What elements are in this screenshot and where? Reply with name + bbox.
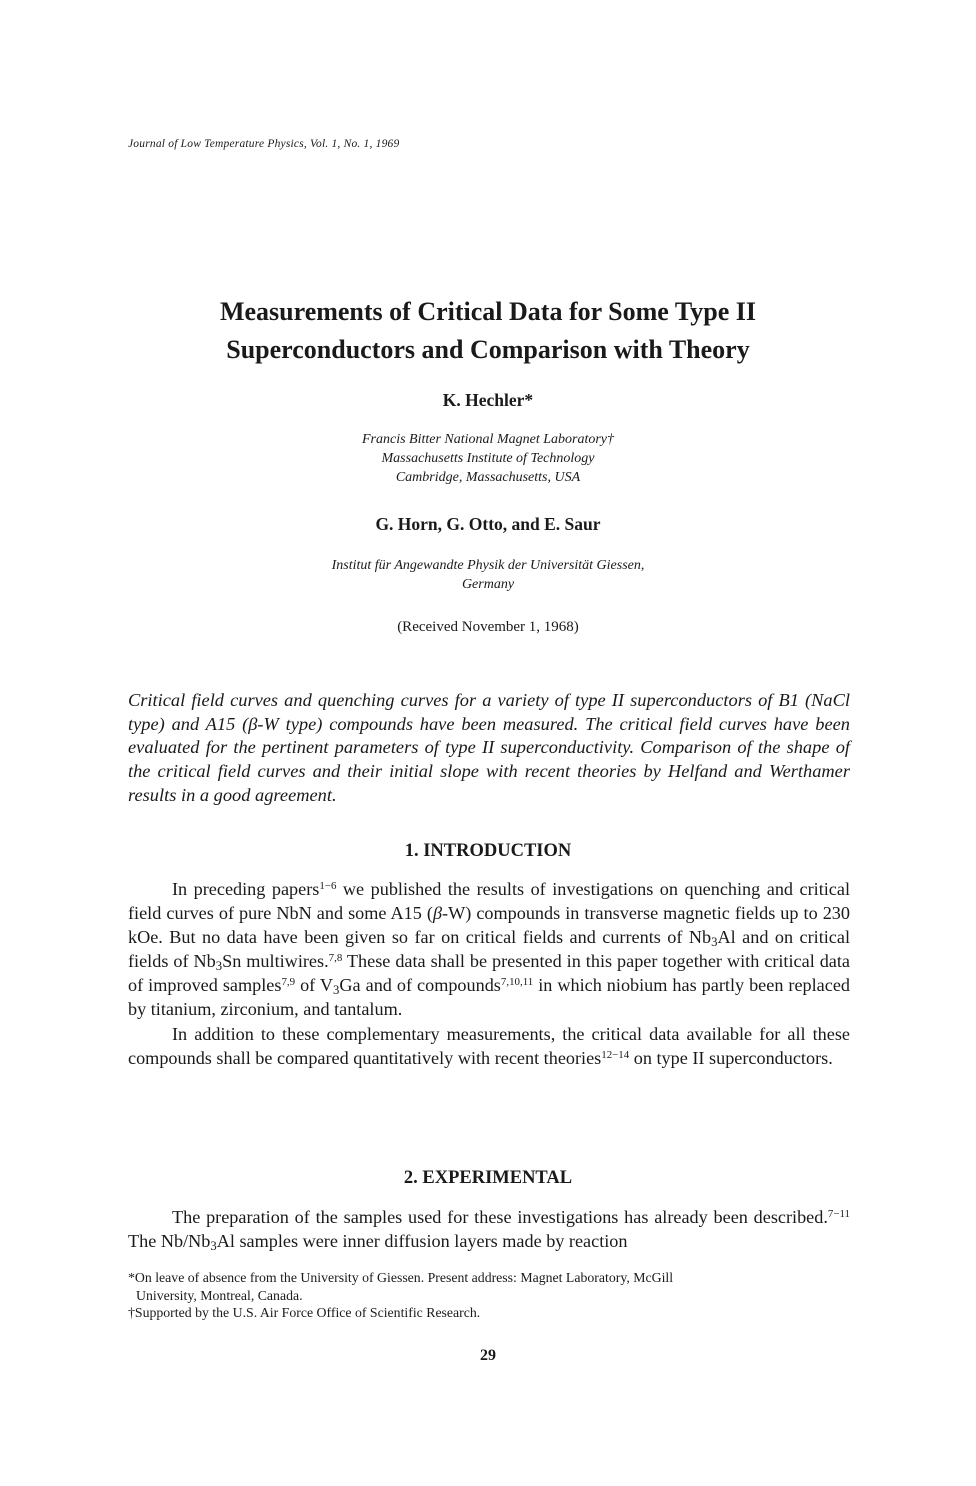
- section-heading-experimental: 2. EXPERIMENTAL: [403, 1168, 573, 1188]
- paragraph: [128, 1205, 850, 1253]
- experimental-body: [128, 1205, 850, 1253]
- citation-ref: 1−6: [319, 880, 337, 892]
- title-line-2: Superconductors and Comparison with Theory: [226, 335, 750, 364]
- affiliation-line: Massachusetts Institute of Technology: [381, 451, 595, 466]
- footnote: †Supported by the U.S. Air Force Office of Scientific Research.: [128, 1305, 481, 1320]
- page-number: 29: [480, 1347, 496, 1364]
- subscript: 3: [711, 935, 718, 950]
- text-run: in which niobium has partly been replaced by titanium, zirconium, and tantalum.: [128, 975, 850, 1020]
- authors-giessen: G. Horn, G. Otto, and E. Saur: [375, 514, 601, 534]
- title-line-1: Measurements of Critical Data for Some Type II: [219, 297, 757, 326]
- affiliation-line: Germany: [461, 577, 515, 592]
- paragraph: [128, 1022, 850, 1070]
- text-run: In preceding papers: [172, 879, 320, 899]
- affiliation-line: Institut für Angewandte Physik der Universität Giessen,: [331, 558, 645, 573]
- text-run: In addition to these complementary measurements, the critical data available for all these compounds shall be compared quantitatively with recent theories: [128, 1023, 850, 1068]
- text-run: The preparation of the samples used for these investigations has already been described.: [172, 1207, 828, 1227]
- text-run: The Nb/Nb: [128, 1231, 211, 1252]
- text-run: Sn multiwires.: [222, 951, 329, 972]
- abstract: [128, 689, 850, 808]
- paper-title: [0, 293, 976, 369]
- paragraph: [128, 877, 850, 1022]
- affiliation-mit: [0, 430, 976, 487]
- section-heading-introduction: 1. INTRODUCTION: [404, 841, 572, 861]
- text-run: on type II superconductors.: [629, 1047, 833, 1068]
- journal-citation: Journal of Low Temperature Physics, Vol. 1, No. 1, 1969: [128, 138, 400, 150]
- text-run: we published the results of investigations on quenching and critical field curves of pure NbN and some A15 (: [128, 879, 850, 924]
- abstract-text: -W type) compounds have been measured. The critical field curves have been evaluated for the pertinent parameters of type II superconductivity. Comparison of the shape of the critical field curves and their initial slope with recent theories by Helfand and Werthamer results in a good agreement.: [128, 713, 850, 805]
- subscript: 3: [215, 959, 223, 974]
- beta-symbol: β: [432, 903, 443, 924]
- affiliation-line: Francis Bitter National Magnet Laboratory†: [362, 432, 614, 447]
- text-run: -W) compounds in transverse magnetic fields up to 230 kOe. But no data have been given so far on critical fields and currents of Nb: [128, 903, 850, 948]
- text-run: Al and on critical fields of Nb: [128, 927, 850, 972]
- footnote: *On leave of absence from the University of Giessen. Present address: Magnet Laboratory, McGill: [128, 1270, 674, 1285]
- citation-ref: 7−11: [827, 1208, 850, 1220]
- footnote-continuation: University, Montreal, Canada.: [136, 1287, 303, 1303]
- citation-ref: 12−14: [601, 1048, 630, 1061]
- text-run: Ga and of compounds: [339, 975, 501, 996]
- citation-ref: 7,10,11: [500, 976, 534, 989]
- affiliation-giessen: [0, 556, 976, 594]
- beta-symbol: β: [248, 713, 258, 734]
- footnotes: [128, 1269, 850, 1322]
- introduction-body: [128, 877, 850, 1070]
- subscript: 3: [210, 1239, 217, 1254]
- text-run: These data shall be presented in this paper together with critical data of improved samples: [128, 951, 851, 996]
- text-run: Al samples were inner diffusion layers made by reaction: [216, 1231, 628, 1252]
- author-hechler: K. Hechler*: [442, 390, 534, 410]
- text-run: of V: [295, 975, 334, 996]
- received-date: (Received November 1, 1968): [397, 619, 579, 635]
- affiliation-line: Cambridge, Massachusetts, USA: [395, 470, 581, 485]
- citation-ref: 7,8: [328, 952, 343, 965]
- subscript: 3: [333, 983, 340, 998]
- abstract-text: Critical field curves and quenching curves for a variety of type II superconductors of B1 (NaCl type) and A15 (: [128, 690, 850, 734]
- citation-ref: 7,9: [281, 976, 296, 989]
